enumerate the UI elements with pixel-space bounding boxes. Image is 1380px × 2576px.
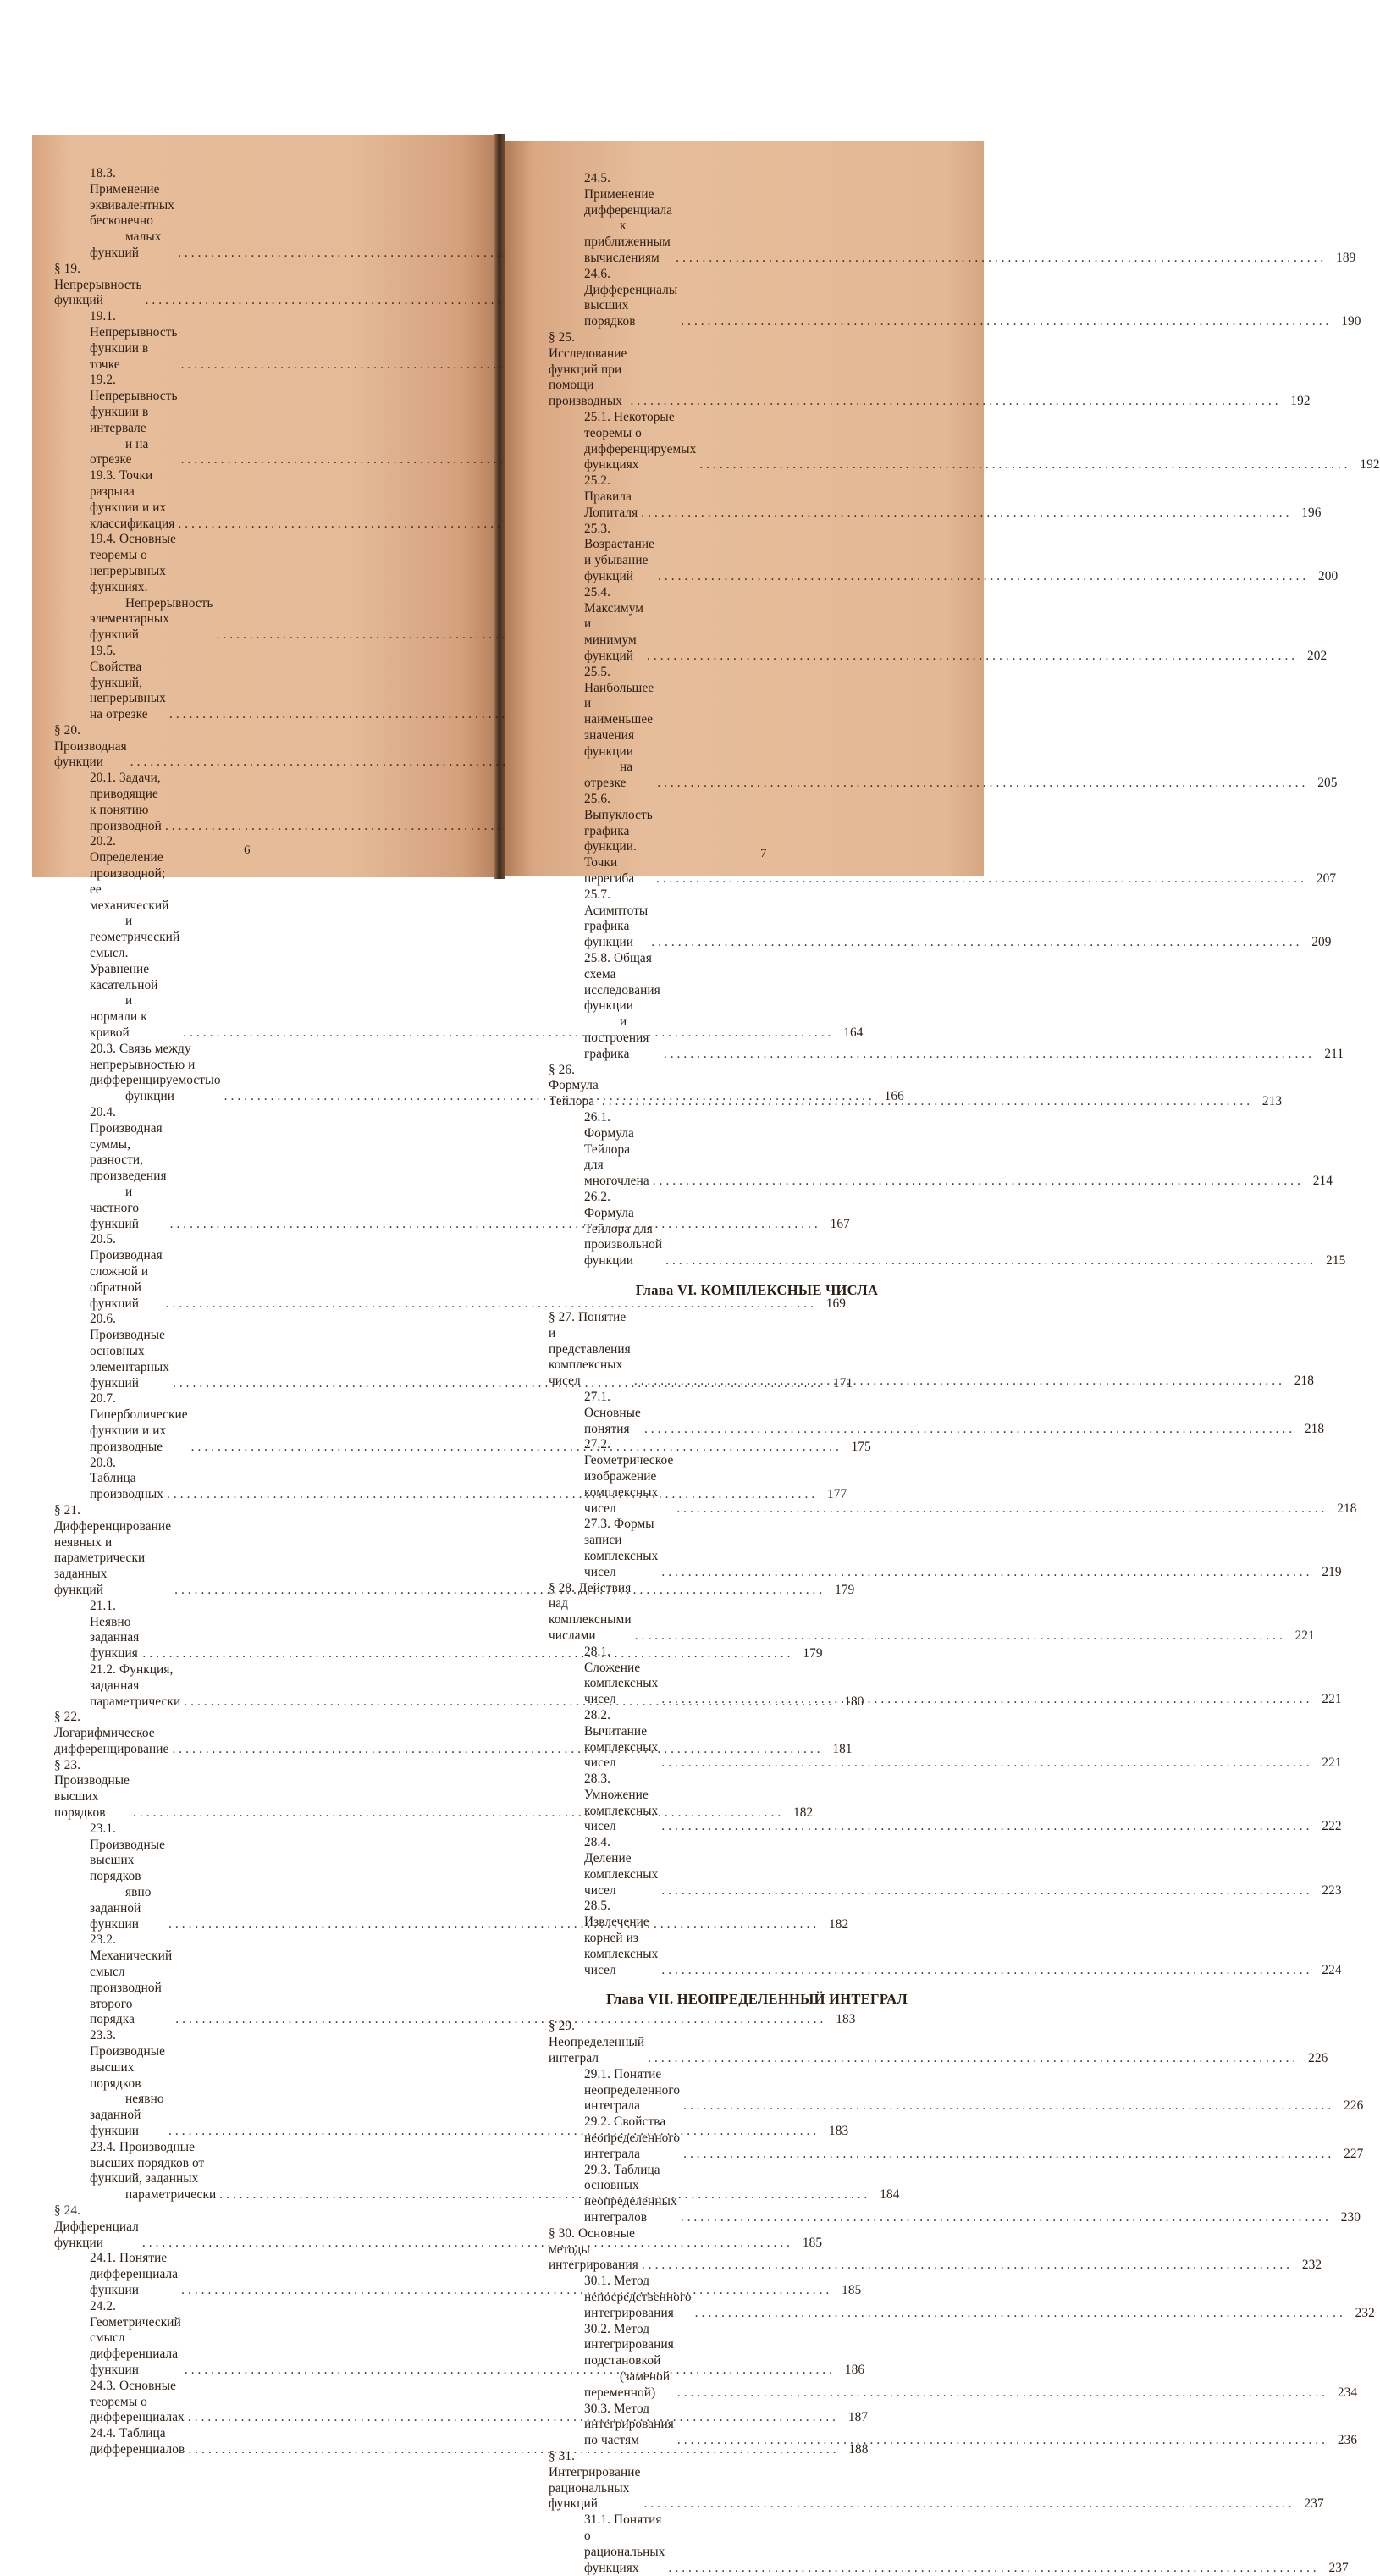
dot-leader xyxy=(643,2496,1291,2512)
toc-page-number: 196 xyxy=(1301,505,1322,520)
toc-entry-title: 28.5. Извлечение корней из комплексных чисел xyxy=(584,1899,659,1977)
dot-leader xyxy=(644,1422,1292,1438)
toc-page-number: 189 xyxy=(1336,250,1356,265)
toc-subsection-entry xyxy=(542,2114,1364,2162)
toc-page-number: 190 xyxy=(1341,314,1361,329)
toc-subsection-entry xyxy=(542,584,1328,665)
toc-entry-title: 19.5. Свойства функций, непрерывных на отрезке xyxy=(90,643,166,722)
toc-entry-title: 29.1. Понятие неопределенного интеграла xyxy=(584,2066,681,2114)
toc-page-number: 200 xyxy=(1318,568,1339,583)
toc-entry-title: 23.4. Производные высших порядков от функций, заданных параметрически xyxy=(90,2139,217,2203)
toc-page-number: 237 xyxy=(1328,2560,1349,2575)
dot-leader xyxy=(630,394,1278,410)
toc-entry-title: § 19. Непрерывность функций xyxy=(54,261,142,308)
toc-subsection-entry xyxy=(542,521,1339,585)
toc-section-entry xyxy=(542,2448,1324,2512)
toc-subsection-entry xyxy=(542,2162,1361,2226)
dot-leader xyxy=(658,569,1305,585)
dot-leader xyxy=(677,2433,1325,2449)
dot-leader xyxy=(669,2561,1317,2576)
toc-page-number: 183 xyxy=(836,2012,856,2027)
toc-entry-title: 20.6. Производные основных элементарных функций xyxy=(90,1312,169,1390)
toc-page-number: 232 xyxy=(1301,2258,1322,2273)
toc-page-number: 169 xyxy=(825,1296,847,1311)
toc-entry-title: 25.7. Асимптоты графика функции xyxy=(584,887,649,950)
toc-subsection-entry xyxy=(542,2274,1375,2321)
dot-leader xyxy=(656,871,1304,887)
dot-leader xyxy=(648,2051,1295,2067)
toc-entry-title: 21.1. Неявно заданная функция xyxy=(90,1598,140,1661)
dot-leader xyxy=(661,1755,1309,1772)
toc-page-number: 227 xyxy=(1344,2146,1364,2161)
toc-entry-title: 20.4. Производная суммы, разности, произведения и частного функций xyxy=(90,1105,167,1231)
toc-page-number: 221 xyxy=(1322,1692,1342,1707)
toc-subsection-entry xyxy=(542,951,1344,1063)
toc-entry-title: 19.4. Основные теоремы о непрерывных функциях. Непрерывность элементарных функций xyxy=(90,532,213,643)
dot-leader xyxy=(661,1692,1309,1708)
dot-leader xyxy=(642,2258,1289,2274)
toc-entry-title: 20.5. Производная сложной и обратной функций xyxy=(90,1232,163,1311)
toc-entry-title: § 27. Понятие и представления комплексных чисел xyxy=(549,1309,631,1389)
toc-entry-title: 25.5. Наибольшее и наименьшее значения функции на отрезке xyxy=(584,664,654,791)
dot-leader xyxy=(661,1883,1309,1899)
toc-page-number: 182 xyxy=(829,1916,849,1932)
toc-section-entry xyxy=(47,723,493,771)
toc-page-number: 207 xyxy=(1316,871,1337,887)
toc-subsection-entry xyxy=(47,468,493,532)
toc-page-number: 179 xyxy=(803,1646,823,1661)
toc-subsection-entry xyxy=(542,266,1361,330)
toc-page-number: 205 xyxy=(1317,776,1338,791)
toc-entry-title: 19.1. Непрерывность функции в точке xyxy=(90,309,178,372)
toc-entry-title: § 31. Интегрирование рациональных функций xyxy=(549,2448,641,2512)
toc-entry-title: 20.3. Связь между непрерывностью и дифференцируемостью функции xyxy=(90,1041,221,1104)
toc-entry-title: 19.3. Точки разрыва функции и их классификация xyxy=(90,468,175,531)
toc-entry-title: § 21. Дифференцирование неявных и параметрически заданных функций xyxy=(54,1502,172,1597)
toc-entry-title: 20.2. Определение производной; ее механический и геометрический смысл. Уравнение касательной и нормали к кривой xyxy=(90,834,180,1041)
toc-subsection-entry xyxy=(542,473,1322,521)
toc-entry-title: 28.1. Сложение комплексных чисел xyxy=(584,1644,659,1707)
toc-section-entry xyxy=(542,1580,1315,1645)
toc-page-number: 232 xyxy=(1355,2305,1375,2320)
toc-entry-title: 20.1. Задачи, приводящие к понятию производной xyxy=(90,771,162,833)
toc-entry-title: 25.2. Правила Лопиталя xyxy=(584,473,638,520)
toc-entry-title: § 25. Исследование функций при помощи производных xyxy=(549,329,627,409)
toc-page-number: 214 xyxy=(1312,1174,1333,1189)
toc-page-number: 218 xyxy=(1294,1374,1315,1389)
toc-page-number: 188 xyxy=(848,2441,869,2457)
toc-page-number: 211 xyxy=(1324,1046,1344,1061)
toc-entry-title: § 22. Логарифмическое дифференцирование xyxy=(54,1710,169,1756)
toc-entry-title: § 29. Неопределенный интеграл xyxy=(549,2019,645,2066)
toc-entry-title: 25.8. Общая схема исследования функции и построения графика xyxy=(584,951,660,1061)
toc-page-number: 164 xyxy=(843,1025,864,1041)
toc-subsection-entry xyxy=(542,1437,1357,1517)
toc-entry-title: 25.6. Выпуклость графика функции. Точки перегиба xyxy=(584,792,653,887)
toc-subsection-entry xyxy=(542,2321,1358,2402)
toc-page-number: 187 xyxy=(847,2410,869,2425)
chapter-heading: Глава VII. НЕОПРЕДЕЛЕННЫЙ ИНТЕГРАЛ xyxy=(606,1991,908,2008)
chapter-heading: Глава VI. КОМПЛЕКСНЫЕ ЧИСЛА xyxy=(635,1281,879,1298)
toc-subsection-entry xyxy=(542,1835,1342,1899)
toc-page-number: 224 xyxy=(1322,1962,1342,1977)
toc-entry-title: 28.3. Умножение комплексных чисел xyxy=(584,1772,659,1834)
toc-subsection-entry xyxy=(542,887,1332,951)
toc-entry-title: § 28. Действия над комплексными числами xyxy=(549,1580,632,1643)
toc-entry-title: 24.6. Дифференциалы высших порядков xyxy=(584,266,678,329)
toc-subsection-entry xyxy=(47,2426,869,2458)
toc-entry-title: 29.3. Таблица основных неопределенных интегралов xyxy=(584,2162,677,2225)
toc-page-number: 230 xyxy=(1340,2210,1361,2225)
toc-entry-title: 30.1. Метод непосредственного интегрирования xyxy=(584,2274,692,2320)
toc-subsection-entry xyxy=(542,2066,1364,2114)
toc-entry-title: § 24. Дифференциал функции xyxy=(54,2203,139,2250)
toc-subsection-entry xyxy=(542,792,1337,887)
toc-subsection-entry xyxy=(47,373,493,468)
dot-leader xyxy=(676,1501,1324,1517)
dot-leader xyxy=(677,2385,1325,2402)
toc-entry-title: 25.4. Максимум и минимум функций xyxy=(584,584,644,663)
toc-page-number: 181 xyxy=(832,1741,853,1756)
dot-leader xyxy=(681,314,1328,330)
toc-entry-title: 28.2. Вычитание комплексных чисел xyxy=(584,1707,659,1771)
toc-subsection-entry xyxy=(542,2401,1358,2449)
toc-page-number: 180 xyxy=(844,1694,864,1709)
toc-page-number: 171 xyxy=(832,1375,853,1390)
toc-page-number: 226 xyxy=(1344,2098,1364,2114)
dot-leader xyxy=(661,1963,1309,1979)
toc-page-number: 186 xyxy=(844,2362,865,2377)
toc-page-number: 192 xyxy=(1360,457,1380,473)
toc-page-number: 209 xyxy=(1311,935,1332,950)
toc-entry-title: § 20. Производная функции xyxy=(54,722,127,770)
dot-leader xyxy=(661,1565,1309,1581)
page-number-left: 6 xyxy=(244,843,251,857)
toc-subsection-entry xyxy=(47,309,493,373)
toc-page-number: 222 xyxy=(1322,1819,1342,1834)
table-of-contents-right xyxy=(542,171,1380,2576)
dot-leader xyxy=(683,2098,1331,2114)
toc-entry-title: 28.4. Деление комплексных чисел xyxy=(584,1835,659,1898)
toc-entry-title: 24.3. Основные теоремы о дифференциалах xyxy=(90,2378,185,2425)
toc-entry-title: 25.3. Возрастание и убывание функций xyxy=(584,521,655,583)
toc-page-number: 219 xyxy=(1322,1564,1342,1579)
toc-page-number: 221 xyxy=(1322,1755,1342,1771)
toc-entry-title: 30.2. Метод интегрирования подстановкой (заменой переменной) xyxy=(584,2321,674,2400)
dot-leader xyxy=(641,506,1289,522)
dot-leader xyxy=(665,1253,1313,1269)
toc-subsection-entry xyxy=(542,1517,1342,1580)
toc-page-number: 177 xyxy=(827,1487,847,1502)
toc-page-number: 182 xyxy=(793,1805,814,1821)
toc-entry-title: 20.7. Гиперболические функции и их производные xyxy=(90,1391,188,1454)
dot-leader xyxy=(653,1174,1300,1190)
toc-entry-title: 26.1. Формула Тейлора для многочлена xyxy=(584,1110,649,1189)
toc-page-number: 192 xyxy=(1290,394,1311,409)
toc-page-number: 185 xyxy=(842,2282,862,2297)
toc-subsection-entry xyxy=(542,409,1380,473)
toc-page-number: 221 xyxy=(1294,1628,1315,1643)
dot-leader xyxy=(657,776,1305,792)
dot-leader xyxy=(695,2306,1343,2322)
toc-entry-title: 27.2. Геометрическое изображение комплексных чисел xyxy=(584,1437,674,1516)
toc-page-number: 226 xyxy=(1308,2051,1328,2066)
toc-page-number: 184 xyxy=(880,2187,900,2203)
toc-entry-title: 20.8. Таблица производных xyxy=(90,1455,164,1502)
toc-page-number: 234 xyxy=(1337,2385,1358,2400)
toc-page-number: 185 xyxy=(802,2235,823,2250)
toc-page-number: 175 xyxy=(851,1439,871,1454)
toc-entry-title: 24.2. Геометрический смысл дифференциала функции xyxy=(90,2298,181,2377)
toc-subsection-entry xyxy=(47,166,493,262)
toc-subsection-entry xyxy=(542,1644,1342,1708)
toc-entry-title: § 23. Производные высших порядков xyxy=(54,1757,130,1821)
toc-subsection-entry xyxy=(47,532,493,644)
toc-section-entry xyxy=(47,262,493,309)
toc-section-entry xyxy=(542,2225,1322,2274)
toc-entry-title: 23.2. Механический смысл производной второго порядка xyxy=(90,1932,173,2027)
toc-page-number: 218 xyxy=(1304,1421,1325,1436)
toc-entry-title: 24.1. Понятие дифференциала функции xyxy=(90,2251,179,2297)
dot-leader xyxy=(647,649,1294,665)
toc-entry-title: 26.2. Формула Тейлора для произвольной функции xyxy=(584,1190,663,1269)
toc-page-number: 237 xyxy=(1304,2496,1324,2512)
dot-leader xyxy=(681,2210,1328,2226)
toc-entry-title: 25.1. Некоторые теоремы о дифференцируемых функциях xyxy=(584,409,697,473)
toc-page-number: 183 xyxy=(829,2124,849,2139)
dot-leader xyxy=(635,1628,1283,1645)
toc-entry-title: 27.1. Основные понятия xyxy=(584,1389,641,1436)
toc-subsection-entry xyxy=(542,171,1356,267)
toc-entry-title: 27.3. Формы записи комплексных чисел xyxy=(584,1517,659,1579)
toc-section-entry xyxy=(542,1062,1283,1110)
toc-entry-title: 21.2. Функция, заданная параметрически xyxy=(90,1661,181,1709)
toc-subsection-entry xyxy=(542,1190,1346,1269)
toc-page-number: 236 xyxy=(1337,2433,1358,2448)
toc-page-number: 223 xyxy=(1322,1882,1342,1898)
toc-entry-title: 29.2. Свойства неопределенного интеграла xyxy=(584,2114,681,2161)
dot-leader xyxy=(651,935,1299,951)
toc-entry-title: § 30. Основные методы интегрирования xyxy=(549,2225,638,2273)
page-number-right: 7 xyxy=(760,847,767,860)
toc-page-number: 202 xyxy=(1307,648,1328,663)
toc-subsection-entry xyxy=(542,1899,1342,1978)
toc-section-entry xyxy=(542,329,1311,410)
dot-leader xyxy=(664,1047,1311,1063)
dot-leader xyxy=(634,1374,1282,1390)
toc-entry-title: 19.2. Непрерывность функции в интервале и на отрезке xyxy=(90,373,178,467)
toc-subsection-entry xyxy=(542,2512,1349,2576)
toc-page-number: 218 xyxy=(1337,1501,1357,1516)
toc-subsection-entry xyxy=(542,1772,1342,1835)
dot-leader xyxy=(676,251,1323,267)
toc-entry-title: 18.3. Применение эквивалентных бесконечно малых функций xyxy=(90,166,175,260)
toc-entry-title: 30.3. Метод интегрирования по частям xyxy=(584,2401,674,2448)
dot-leader xyxy=(699,457,1347,473)
toc-subsection-entry xyxy=(542,1110,1333,1190)
toc-entry-title: 23.1. Производные высших порядков явно заданной функции xyxy=(90,1821,166,1932)
dot-leader xyxy=(602,1094,1250,1110)
dot-leader xyxy=(661,1819,1309,1835)
toc-subsection-entry xyxy=(542,664,1338,792)
toc-section-entry xyxy=(542,1309,1315,1390)
toc-entry-title: 23.3. Производные высших порядков неявно заданной функции xyxy=(90,2028,166,2139)
toc-subsection-entry xyxy=(542,1707,1342,1772)
toc-entry-title: 31.1. Понятия о рациональных функциях xyxy=(584,2512,665,2575)
toc-subsection-entry xyxy=(47,644,493,723)
toc-page-number: 213 xyxy=(1261,1094,1283,1109)
toc-subsection-entry xyxy=(47,771,493,834)
toc-entry-title: § 26. Формула Тейлора xyxy=(549,1062,599,1109)
toc-entry-title: 24.4. Таблица дифференциалов xyxy=(90,2426,185,2457)
toc-page-number: 166 xyxy=(884,1089,904,1104)
toc-page-number: 215 xyxy=(1326,1253,1346,1269)
toc-page-number: 179 xyxy=(835,1582,855,1597)
toc-section-entry xyxy=(542,2019,1328,2066)
toc-entry-title: 24.5. Применение дифференциала к приближенным вычислениям xyxy=(584,171,673,265)
toc-subsection-entry xyxy=(542,1389,1325,1437)
toc-page-number: 167 xyxy=(830,1216,850,1231)
dot-leader xyxy=(683,2147,1331,2163)
